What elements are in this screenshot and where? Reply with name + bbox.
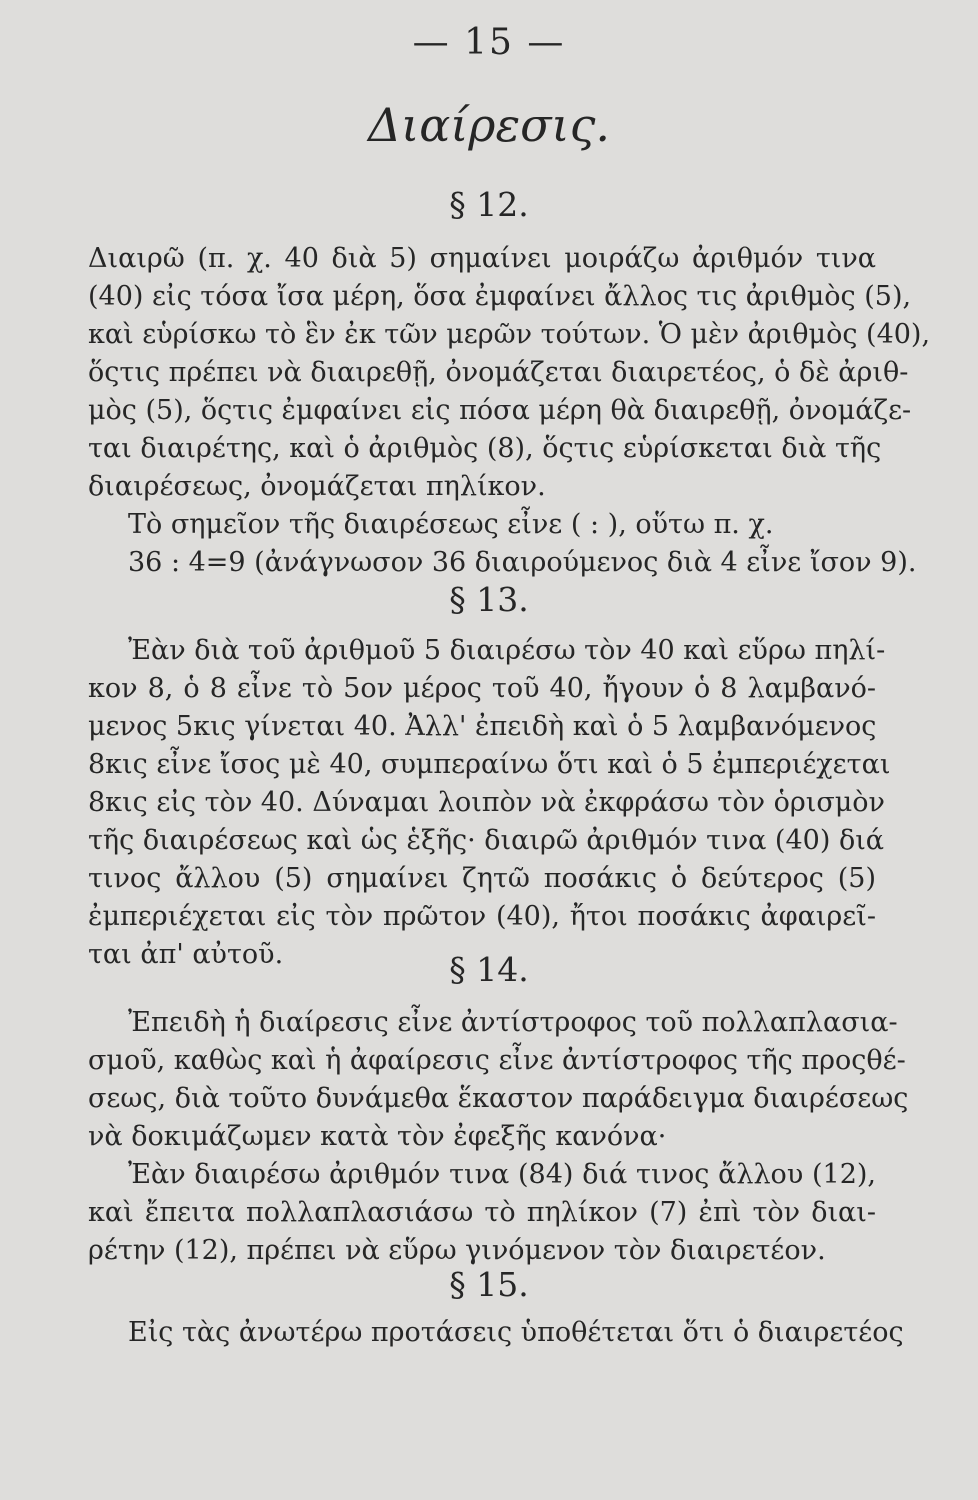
text-line: μὸς (5), ὅςτις ἐμφαίνει εἰς πόσα μέρη θὰ διαιρεθῇ, ὀνομάζε- <box>88 395 912 426</box>
text-line: σεως, διὰ τοῦτο δυνάμεθα ἕκαστον παράδειγμα διαιρέσεως <box>88 1083 909 1114</box>
text-line: Εἰς τὰς ἀνωτέρω προτάσεις ὑποθέτεται ὅτι ὁ διαιρετέος <box>128 1317 904 1348</box>
text-line: διαιρέσεως, ὀνομάζεται πηλίκον. <box>88 471 546 502</box>
text-line: σμοῦ, καθὼς καὶ ἡ ἀφαίρεσις εἶνε ἀντίστροφος τῆς προςθέ- <box>88 1045 906 1076</box>
text-line: τῆς διαιρέσεως καὶ ὡς ἑξῆς· διαιρῶ ἀριθμόν τινα (40) διά <box>88 825 885 856</box>
page-title: Διαίρεσις. <box>368 98 610 152</box>
section-heading-13: § 13. <box>449 580 529 619</box>
text-line: ἐμπεριέχεται εἰς τὸν πρῶτον (40), ἤτοι ποσάκις ἀφαιρεῖ- <box>88 901 876 932</box>
section-body-13 <box>88 632 891 974</box>
text-line: νὰ δοκιμάζωμεν κατὰ τὸν ἐφεξῆς κανόνα· <box>88 1121 667 1152</box>
section-body-14 <box>88 1004 909 1270</box>
text-line: ται ἀπ' αὐτοῦ. <box>88 939 284 970</box>
text-line: Ἐὰν διαιρέσω ἀριθμόν τινα (84) διά τινος ἄλλου (12), <box>128 1159 876 1190</box>
text-line: μενος 5κις γίνεται 40. Ἀλλ' ἐπειδὴ καὶ ὁ 5 λαμβανόμενος <box>88 711 877 742</box>
text-line: ὅςτις πρέπει νὰ διαιρεθῇ, ὀνομάζεται διαιρετέος, ὁ δὲ ἀριθ- <box>88 357 909 388</box>
page-number: — 15 — <box>412 22 566 63</box>
text-line: καὶ ἔπειτα πολλαπλασιάσω τὸ πηλίκον (7) ἐπὶ τὸν διαι- <box>88 1197 876 1228</box>
text-line: 36 : 4=9 (ἀνάγνωσον 36 διαιρούμενος διὰ 4 εἶνε ἴσον 9). <box>128 547 917 578</box>
section-heading-12: § 12. <box>449 185 529 224</box>
text-line: 8κις εἰς τὸν 40. Δύναμαι λοιπὸν νὰ ἐκφράσω τὸν ὁρισμὸν <box>88 787 885 818</box>
section-heading-14: § 14. <box>449 950 529 989</box>
section-body-12 <box>88 240 931 582</box>
text-line: Ἐὰν διὰ τοῦ ἀριθμοῦ 5 διαιρέσω τὸν 40 καὶ εὕρω πηλί- <box>128 635 886 666</box>
text-line: (40) εἰς τόσα ἴσα μέρη, ὅσα ἐμφαίνει ἄλλος τις ἀριθμὸς (5), <box>88 281 912 312</box>
section-body-15 <box>88 1314 904 1352</box>
text-line: κον 8, ὁ 8 εἶνε τὸ 5ον μέρος τοῦ 40, ἤγουν ὁ 8 λαμβανό- <box>88 673 876 704</box>
text-line: Ἐπειδὴ ἡ διαίρεσις εἶνε ἀντίστροφος τοῦ πολλαπλασια- <box>128 1007 898 1038</box>
text-line: ται διαιρέτης, καὶ ὁ ἀριθμὸς (8), ὅςτις εὑρίσκεται διὰ τῆς <box>88 433 882 464</box>
text-line: ρέτην (12), πρέπει νὰ εὕρω γινόμενον τὸν διαιρετέον. <box>88 1235 826 1266</box>
section-heading-15: § 15. <box>449 1265 529 1304</box>
text-line: τινος ἄλλου (5) σημαίνει ζητῶ ποσάκις ὁ δεύτερος (5) <box>88 863 876 894</box>
text-line: Τὸ σημεῖον τῆς διαιρέσεως εἶνε ( : ), οὕτω π. χ. <box>128 509 774 540</box>
text-line: Διαιρῶ (π. χ. 40 διὰ 5) σημαίνει μοιράζω ἀριθμόν τινα <box>88 243 876 274</box>
text-line: καὶ εὑρίσκω τὸ ἓν ἐκ τῶν μερῶν τούτων. Ὁ μὲν ἀριθμὸς (40), <box>88 319 931 350</box>
text-line: 8κις εἶνε ἴσος μὲ 40, συμπεραίνω ὅτι καὶ ὁ 5 ἐμπεριέχεται <box>88 749 891 780</box>
